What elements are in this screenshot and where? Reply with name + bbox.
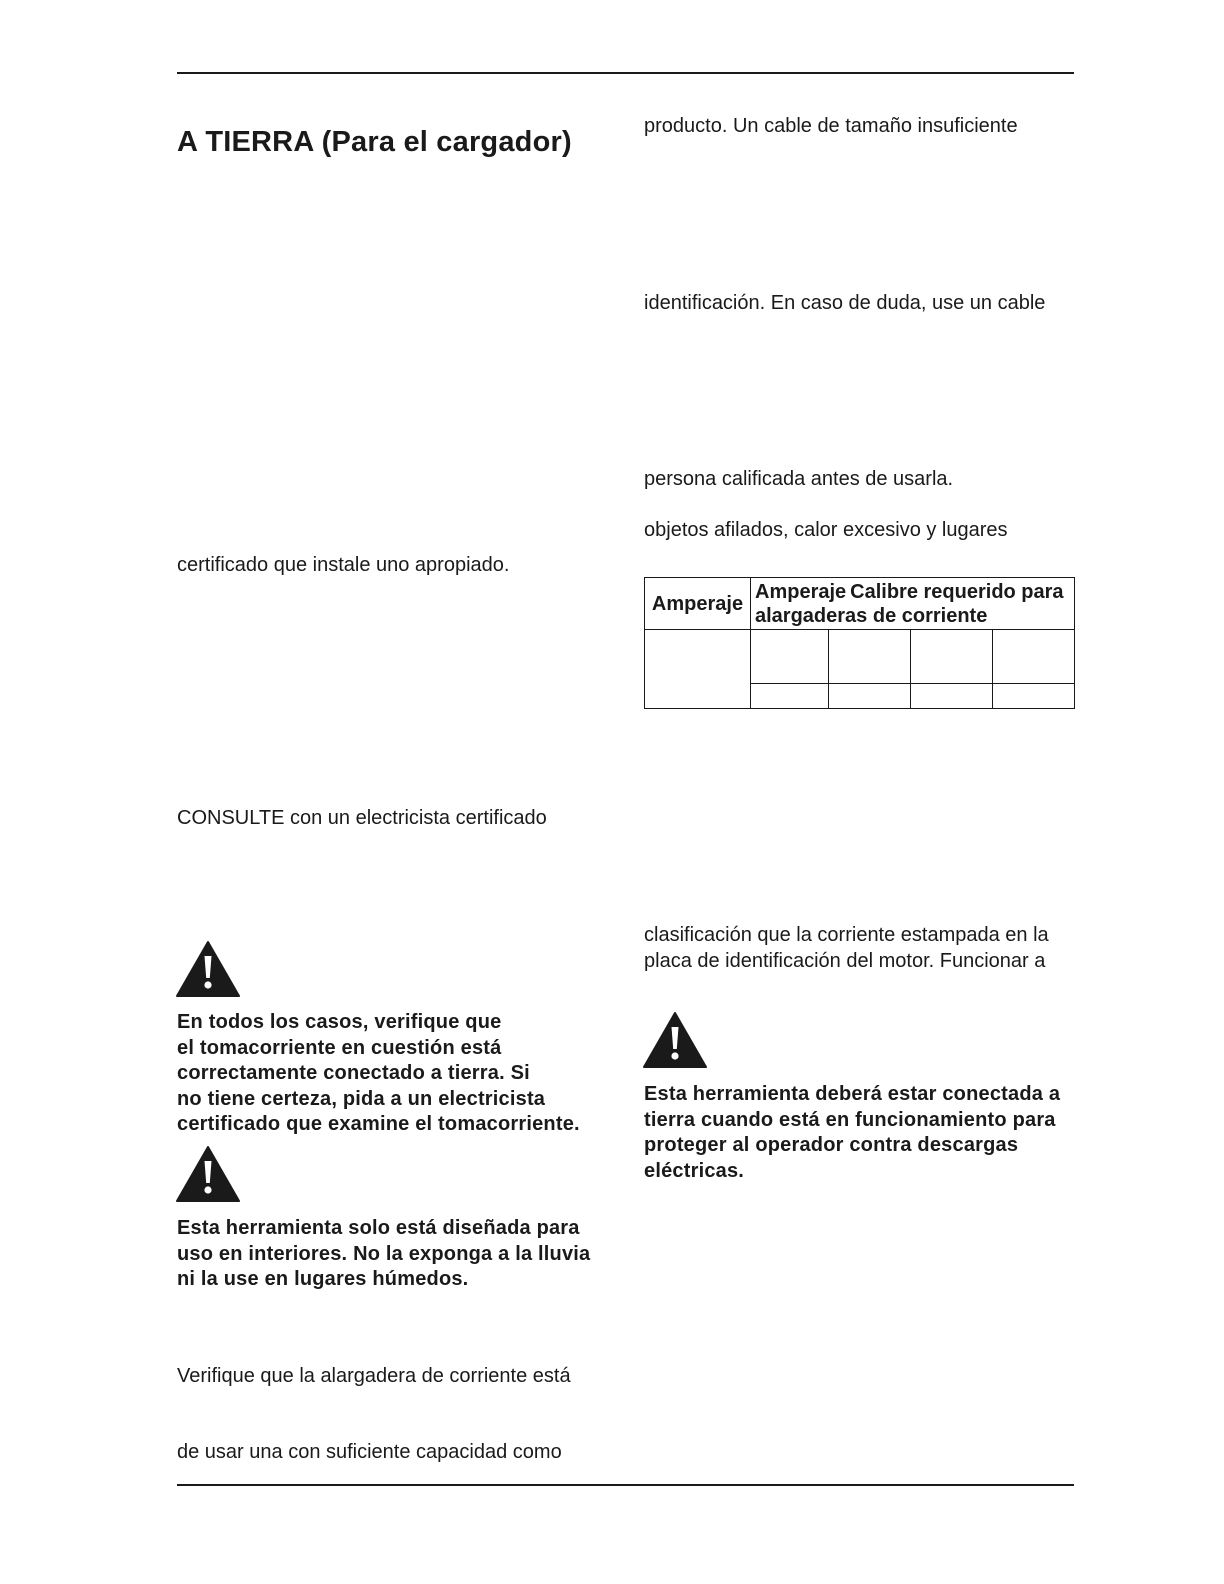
table-cell xyxy=(751,684,829,709)
table-cell xyxy=(751,630,829,684)
table-cell xyxy=(829,630,911,684)
warning-2-line: Esta herramienta solo está diseñada para xyxy=(177,1217,580,1239)
table-header-amperaje: Amperaje xyxy=(645,578,751,630)
table-header-amperaje-2: Amperaje xyxy=(755,580,847,603)
warning-3-line: proteger al operador contra descargas xyxy=(644,1134,1019,1156)
left-paragraph-1: certificado que instale uno apropiado. xyxy=(177,554,510,576)
bottom-rule xyxy=(177,1484,1074,1486)
warning-text-1 xyxy=(177,1010,580,1138)
table-cell xyxy=(911,684,993,709)
warning-3-line: eléctricas. xyxy=(644,1159,745,1182)
left-paragraph-4: de usar una con suficiente capacidad como xyxy=(177,1441,562,1463)
section-heading: A TIERRA (Para el cargador) xyxy=(177,126,572,158)
right-paragraph-5: clasificación que la corriente estampada en la xyxy=(644,924,1049,946)
left-paragraph-3: Verifique que la alargadera de corriente está xyxy=(177,1365,571,1387)
table-cell xyxy=(645,630,751,709)
warning-text-2 xyxy=(177,1216,590,1293)
table-header-calibre: Calibre requerido para xyxy=(850,580,1064,603)
warning-triangle-icon xyxy=(176,940,240,998)
left-paragraph-2: CONSULTE con un electricista certificado xyxy=(177,807,547,829)
table-header-gauge xyxy=(751,578,1075,630)
right-paragraph-4: objetos afilados, calor excesivo y lugares xyxy=(644,519,1008,541)
warning-3-line: Esta herramienta deberá estar conectada a xyxy=(644,1083,1061,1105)
table-cell xyxy=(993,630,1075,684)
warning-3-line: tierra cuando está en funcionamiento para xyxy=(644,1108,1056,1131)
warning-1-line: certificado que examine el tomacorriente. xyxy=(177,1113,580,1135)
warning-text-3 xyxy=(644,1082,1060,1184)
table-cell xyxy=(911,630,993,684)
warning-1-line: correctamente conectado a tierra. Si xyxy=(177,1062,530,1084)
warning-1-line: el tomacorriente en cuestión está xyxy=(177,1036,502,1059)
warning-1-line: no tiene certeza, pida a un electricista xyxy=(177,1087,546,1110)
warning-2-line: uso en interiores. No la exponga a la lluvia xyxy=(177,1242,591,1265)
warning-triangle-icon xyxy=(643,1011,707,1069)
amperage-table xyxy=(644,577,1075,709)
table-cell xyxy=(993,684,1075,709)
right-paragraph-3: persona calificada antes de usarla. xyxy=(644,468,954,490)
warning-1-line: En todos los casos, verifique que xyxy=(177,1011,502,1033)
right-paragraph-6: placa de identificación del motor. Funcionar a xyxy=(644,950,1046,972)
right-paragraph-2: identificación. En caso de duda, use un cable xyxy=(644,292,1046,314)
right-paragraph-1: producto. Un cable de tamaño insuficiente xyxy=(644,115,1018,137)
table-cell xyxy=(829,684,911,709)
warning-2-line: ni la use en lugares húmedos. xyxy=(177,1268,469,1290)
top-rule xyxy=(177,72,1074,74)
table-header-alargaderas: alargaderas de corriente xyxy=(755,604,988,627)
warning-triangle-icon xyxy=(176,1145,240,1203)
